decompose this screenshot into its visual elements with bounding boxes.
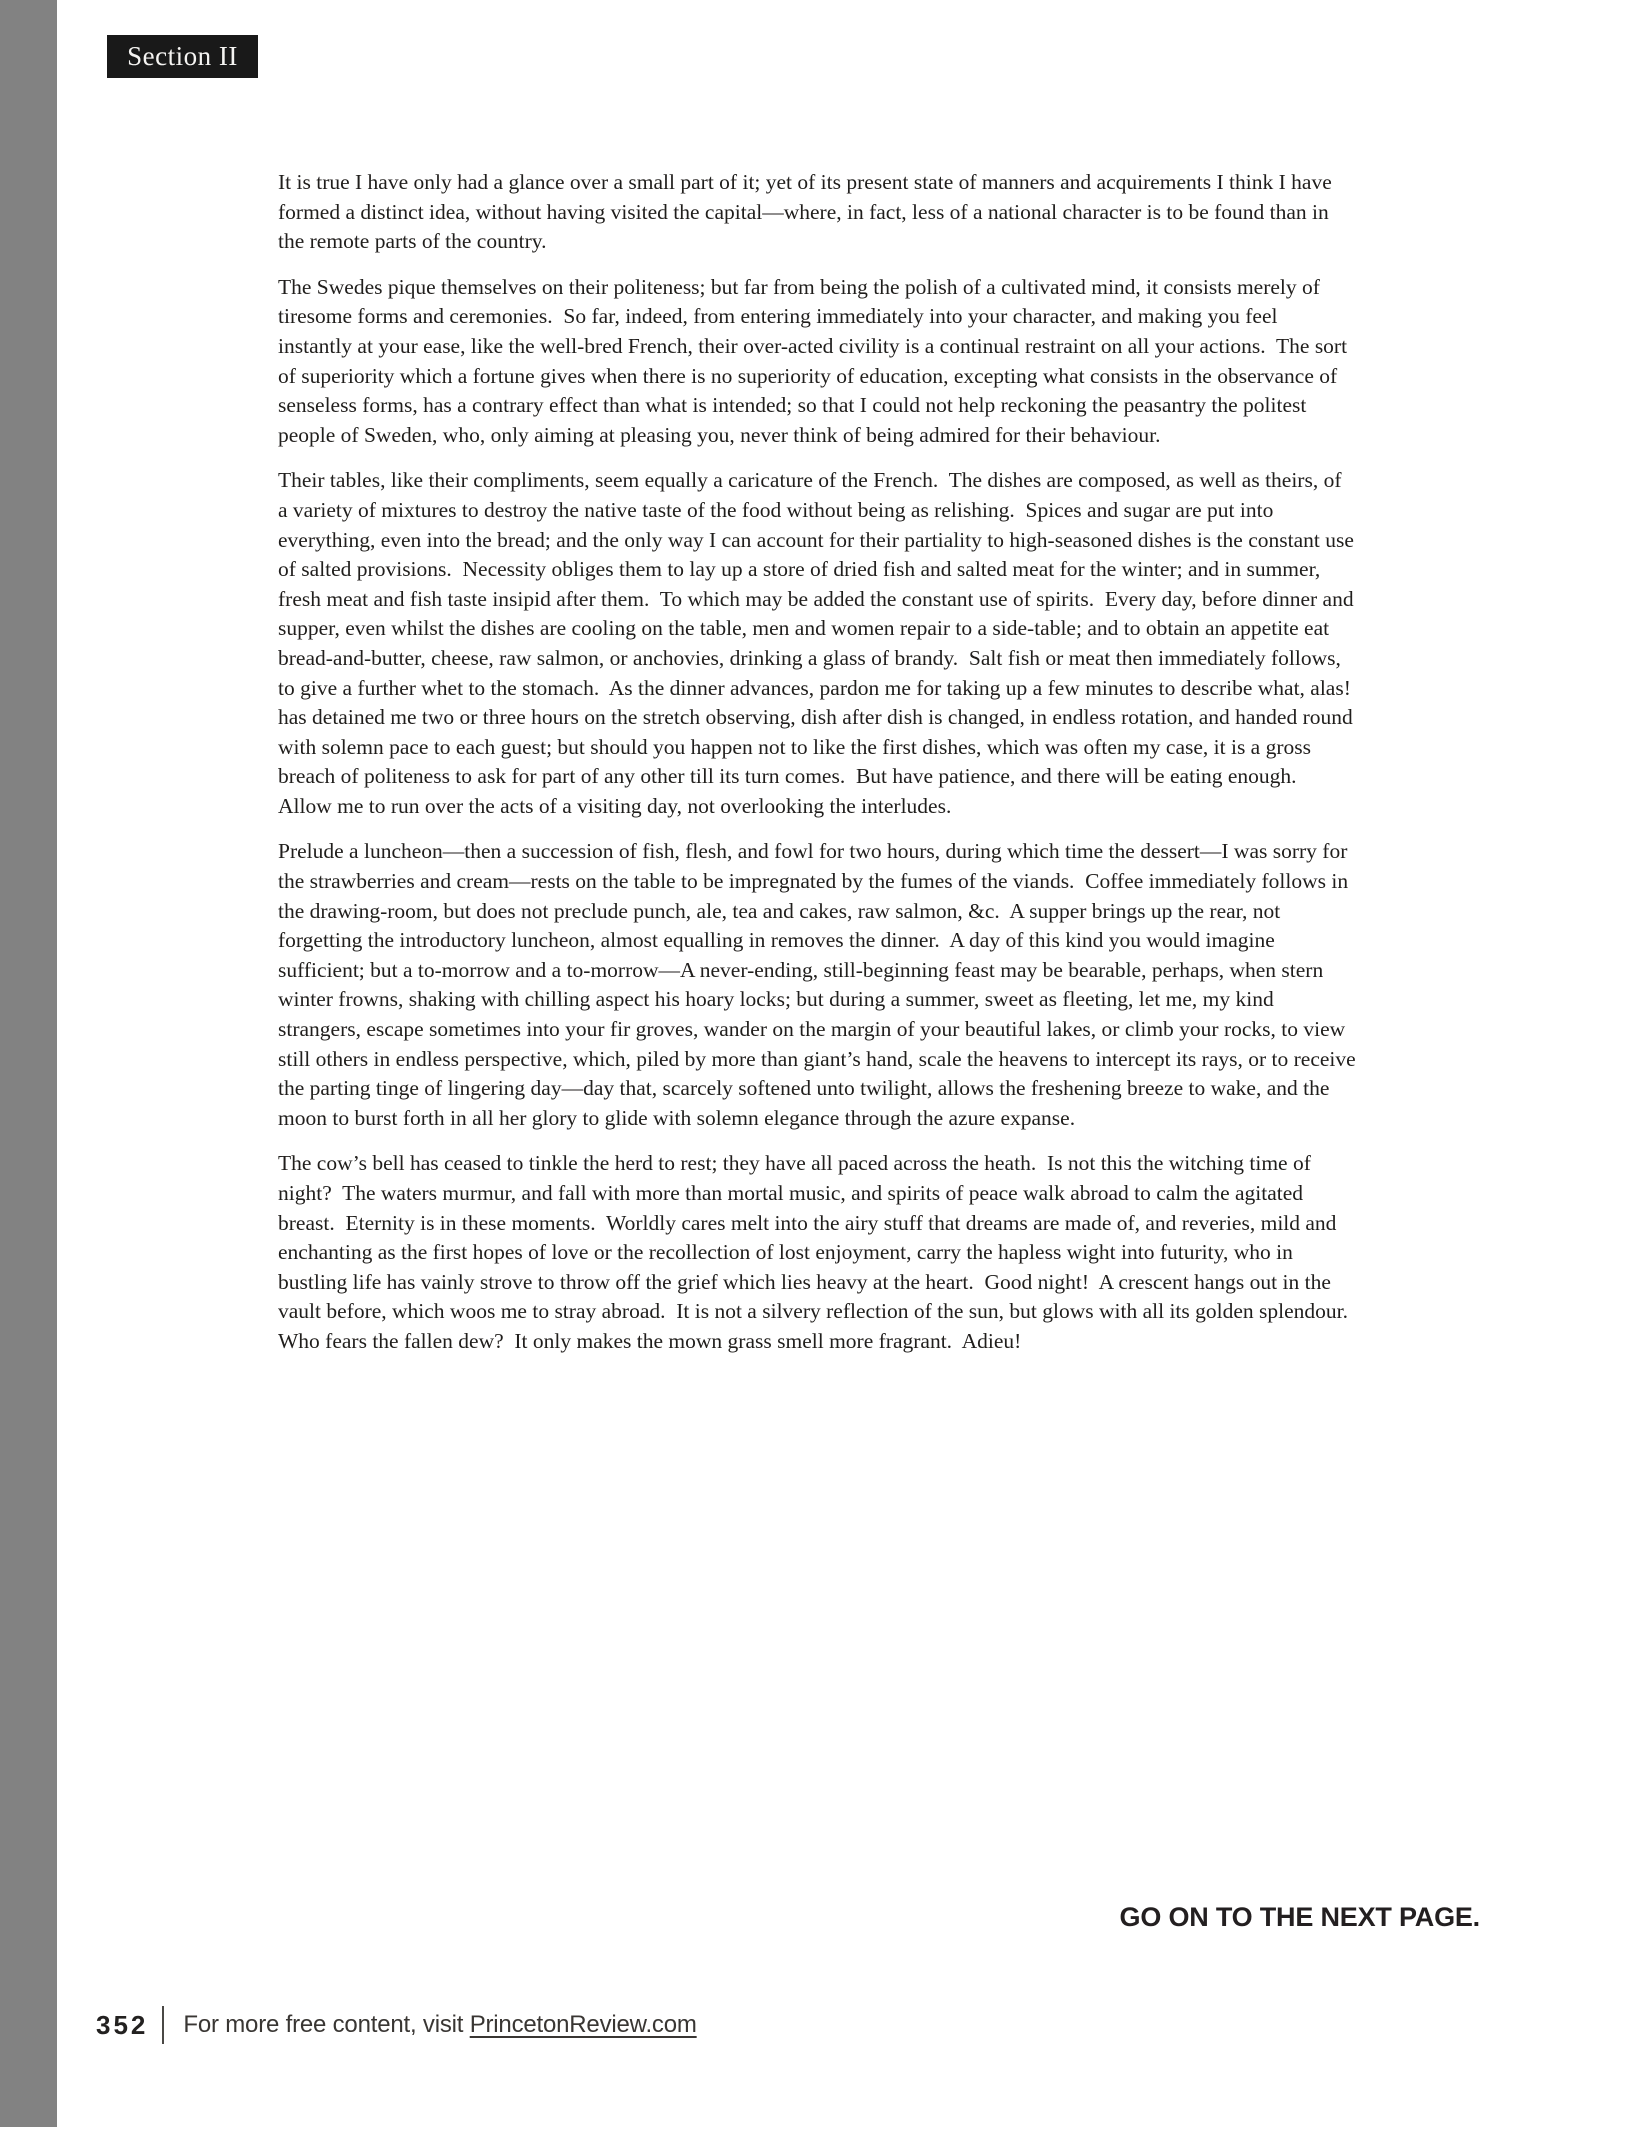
passage-paragraph: The Swedes pique themselves on their politeness; but far from being the polish of a cultivated mind, it consists merely of tiresome forms and ceremonies. So far, indeed, from entering immediately into your character, and making you feel instantly at your ease, like the well-bred French, their over-acted civility is a continual restraint on all your actions. The sort of superiority which a fortune gives when there is no superiority of education, excepting what consists in the observance of senseless forms, has a contrary effect than what is intended; so that I could not help reckoning the peasantry the politest people of Sweden, who, only aiming at pleasing you, never think of being admired for their behaviour. (278, 274, 1353, 447)
passage-paragraph: Prelude a luncheon—then a succession of fish, flesh, and fowl for two hours, during which time the dessert—I was sorry for the strawberries and cream—rests on the table to be impregnated by the fumes of the viands. Coffee immediately follows in the drawing-room, but does not preclude punch, ale, tea and cakes, raw salmon, &c. A supper brings up the rear, not forgetting the introductory luncheon, almost equalling in removes the dinner. A day of this kind you would imagine sufficient; but a to-morrow and a to-morrow—A never-ending, still-beginning feast may be bearable, perhaps, when stern winter frowns, shaking with chilling aspect his hoary locks; but during a summer, sweet as fleeting, let me, my kind strangers, escape sometimes into your fir groves, wander on the margin of your beautiful lakes, or climb your rocks, to view still others in endless perspective, which, piled by more than giant’s hand, scale the heavens to intercept its rays, or to receive the parting tinge of lingering day—day that, scarcely softened unto twilight, allows the freshening breeze to wake, and the moon to burst forth in all her glory to glide with solemn elegance through the azure expanse. (278, 839, 1362, 1130)
page-footer (96, 2004, 697, 2046)
passage-paragraph: Their tables, like their compliments, seem equally a caricature of the French. The dishes are composed, as well as theirs, of a variety of mixtures to destroy the native taste of the food without being as relishing. Spices and sugar are put into everything, even into the bread; and the only way I can account for their partiality to high-seasoned dishes is the constant use of salted provisions. Necessity obliges them to lay up a store of dried fish and salted meat for the winter; and in summer, fresh meat and fish taste insipid after them. To which may be added the constant use of spirits. Every day, before dinner and supper, even whilst the dishes are cooling on the table, men and women repair to a side-table; and to obtain an appetite eat bread-and-butter, cheese, raw salmon, or anchovies, drinking a glass of brandy. Salt fish or meat then immediately follows, to give a further whet to the stomach. As the dinner advances, pardon me for taking up a few minutes to describe what, alas! has detained me two or three hours on the stretch observing, dish after dish is changed, in endless rotation, and handed round with solemn pace to each guest; but should you happen not to like the first dishes, which was often my case, it is a gross breach of politeness to ask for part of any other till its turn comes. But have patience, and there will be eating enough. Allow me to run over the acts of a visiting day, not overlooking the interludes. (278, 468, 1360, 818)
footer-divider (162, 2006, 164, 2044)
passage-paragraph: The cow’s bell has ceased to tinkle the herd to rest; they have all paced across the heath. Is not this the witching time of night? The waters murmur, and fall with more than mortal music, and spirits of peace walk abroad to calm the agitated breast. Eternity is in these moments. Worldly cares melt into the airy stuff that dreams are made of, and reveries, mild and enchanting as the first hopes of love or the recollection of lost enjoyment, carry the hapless wight into futurity, who in bustling life has vainly strove to throw off the grief which lies heavy at the heart. Good night! A crescent hangs out in the vault before, which woos me to stray abroad. It is not a silvery reflection of the sun, but glows with all its golden splendour. Who fears the fallen dew? It only makes the mown grass smell more fragrant. Adieu! (278, 1151, 1359, 1353)
passage-paragraph: It is true I have only had a glance over a small part of it; yet of its present state of manners and acquirements I think I have formed a distinct idea, without having visited the capital—where, in fact, less of a national character is to be found than in the remote parts of the country. (278, 170, 1338, 254)
left-margin-band (0, 0, 57, 2127)
passage-text (278, 168, 1362, 1373)
section-label-text: Section II (127, 41, 238, 71)
footer-promo (183, 2011, 696, 2039)
page-number: 352 (96, 2009, 149, 2040)
footer-promo-text: For more free content, visit (183, 2011, 470, 2038)
section-label (107, 35, 258, 78)
princeton-review-link[interactable]: PrincetonReview.com (469, 2011, 697, 2038)
go-on-instruction: GO ON TO THE NEXT PAGE. (1119, 1902, 1480, 1932)
